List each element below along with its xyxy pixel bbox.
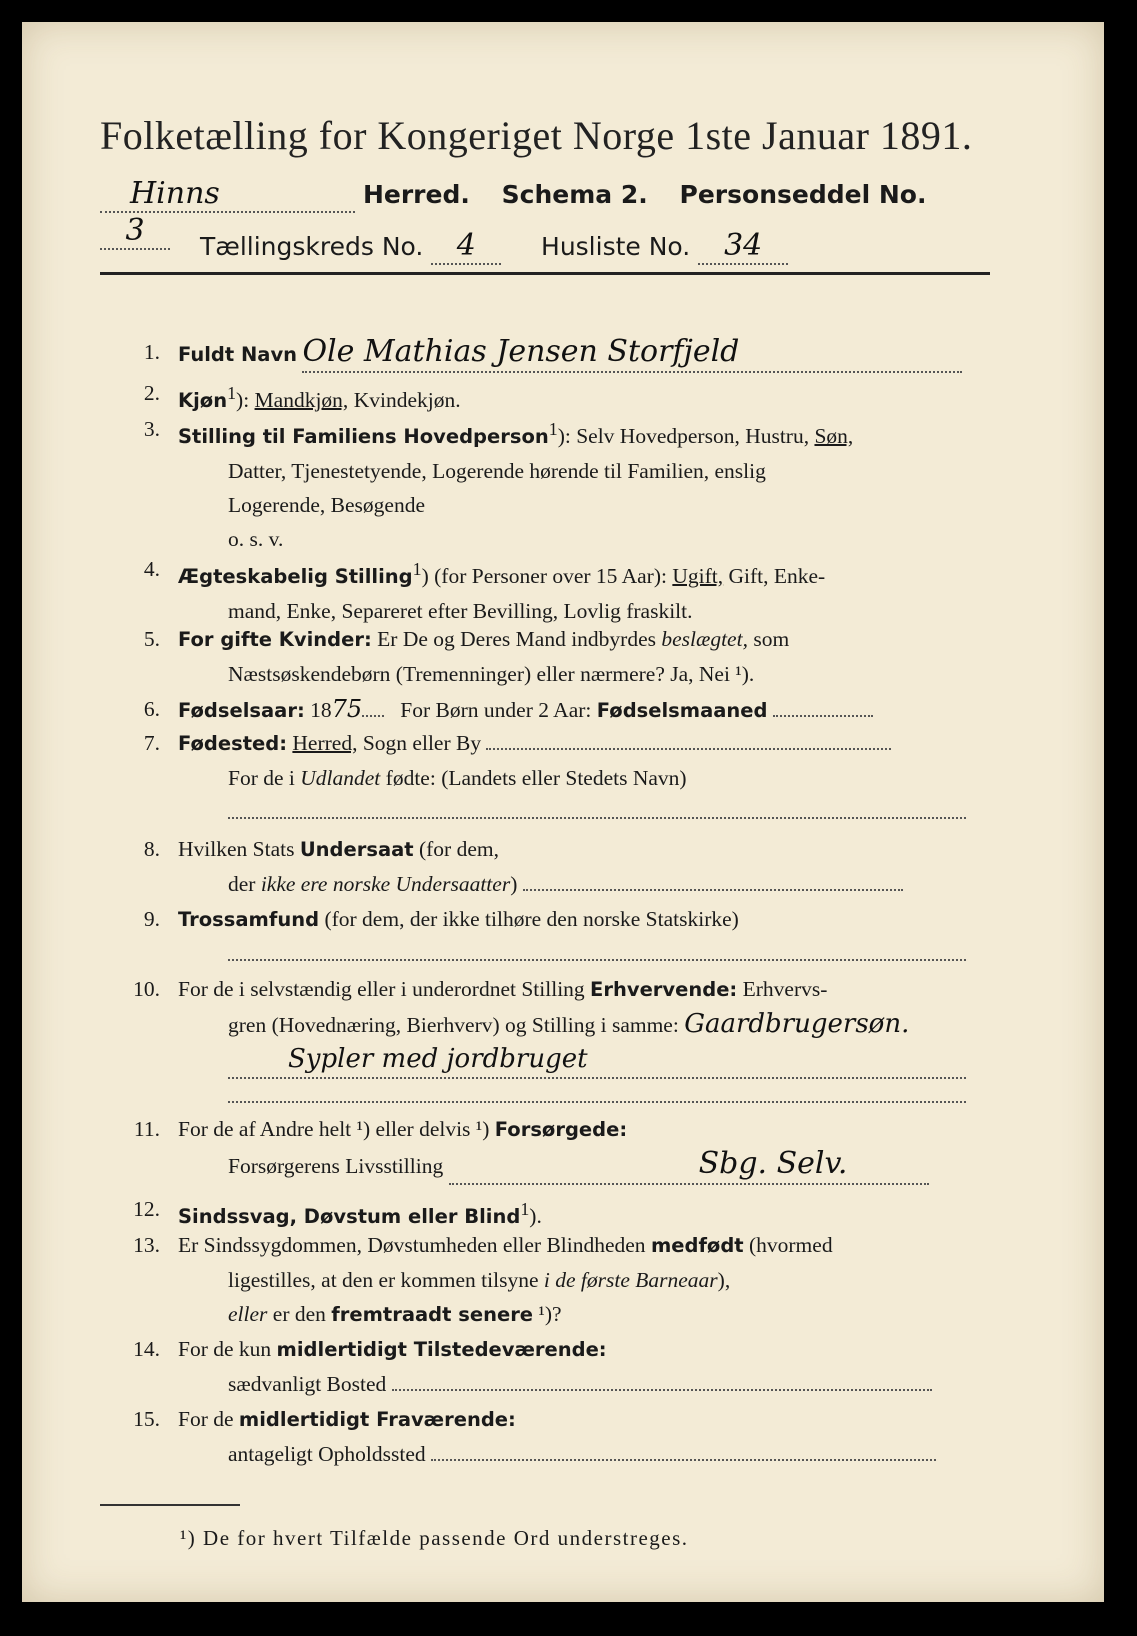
disability-dot: .	[536, 1204, 542, 1229]
unmarried-option: Ugift,	[672, 564, 724, 589]
husliste-value: 34	[724, 228, 763, 263]
subject-text: Hvilken Stats	[178, 837, 295, 861]
husliste-field	[698, 228, 788, 265]
subject-der: der	[228, 872, 256, 896]
under-2-years-note: For Børn under 2 Aar:	[400, 698, 592, 722]
full-name-label: Fuldt Navn	[178, 343, 298, 366]
supporter-line	[178, 1147, 1000, 1185]
kreds-value: 4	[456, 228, 476, 263]
congenital-text-2: (hvormed	[748, 1233, 833, 1257]
kinship-question: Er De og Deres Mand indbyrdes	[377, 627, 656, 651]
congenital-paren: ),	[717, 1268, 731, 1292]
family-position-label: Stilling til Familiens Hovedperson	[178, 425, 549, 449]
item-number: 6.	[143, 697, 160, 721]
footnote-mark: 1	[227, 383, 237, 403]
birth-year-prefix: 18	[310, 698, 332, 722]
item-number: 7.	[143, 731, 160, 755]
stay-label: antageligt Opholdssted	[228, 1442, 426, 1466]
herred-value: Hinns	[130, 176, 220, 211]
occupation-line-3	[178, 1042, 1000, 1079]
subject-field	[523, 889, 903, 891]
footnote-rule	[100, 1504, 240, 1506]
occupation-value-1: Gaardbrugersøn.	[684, 1009, 910, 1039]
congenital-label: medfødt	[650, 1234, 744, 1257]
item-number: 2.	[143, 381, 160, 405]
header-rule	[100, 272, 990, 275]
herred-label: Herred.	[362, 180, 470, 209]
occupation-line-4	[178, 1079, 1000, 1113]
abroad-field	[228, 817, 966, 819]
religion-field-line	[178, 937, 1000, 971]
residence-line	[178, 1367, 1000, 1401]
stay-line	[178, 1437, 1000, 1471]
family-position-etc: o. s. v.	[228, 527, 284, 552]
item-number: 9.	[143, 907, 160, 931]
supported-text: For de af Andre helt ¹) eller delvis ¹)	[178, 1117, 490, 1141]
item-number: 8.	[143, 837, 160, 861]
residence-label: sædvanligt Bosted	[228, 1372, 387, 1396]
item-number: 11.	[133, 1117, 160, 1141]
related-word: beslægtet,	[661, 627, 748, 651]
birthplace-label: Fødested:	[178, 732, 288, 755]
form-title: Folketælling for Kongeriget Norge 1ste Januar 1891.	[100, 113, 973, 158]
occupation-label: Erhvervende:	[590, 978, 738, 1001]
subject-line-2	[178, 867, 1000, 901]
birth-year-label: Fødselsaar:	[178, 699, 305, 722]
religion-label: Trossamfund	[178, 908, 320, 931]
occupation-value-2: Sypler med jordbruget	[288, 1044, 588, 1074]
congenital-text-4: er den	[272, 1302, 326, 1326]
birth-year-dots	[362, 715, 384, 717]
residence-field	[392, 1389, 932, 1391]
herred-field	[100, 176, 355, 213]
occupation-text-3: gren (Hovednæring, Bierhverv) og Stilling i samme:	[228, 1013, 679, 1037]
herred-option: Herred,	[292, 731, 358, 755]
item-number: 14.	[133, 1337, 160, 1361]
footnote-mark: 1	[412, 559, 422, 579]
birth-month-label: Fødselsmaaned	[596, 699, 768, 722]
birth-month-field	[773, 715, 873, 717]
birthplace-options: Sogn eller By	[362, 731, 482, 755]
family-position-options: Selv Hovedperson, Hustru,	[576, 424, 810, 449]
personseddel-field	[100, 213, 170, 250]
subject-text-2: (for dem,	[418, 837, 499, 861]
footnote-mark: 1	[520, 1199, 530, 1219]
abroad-text-2: fødte: (Landets eller Stedets Navn)	[385, 766, 687, 790]
occupation-field-2	[228, 1101, 966, 1103]
supporter-label: Forsørgerens Livsstilling	[228, 1154, 444, 1178]
kreds-field	[431, 228, 501, 265]
occupation-line-2	[178, 1007, 1000, 1042]
husliste-label: Husliste No.	[541, 232, 691, 261]
kreds-line	[200, 228, 980, 265]
occupation-text: For de i selvstændig eller i underordnet Stilling	[178, 977, 585, 1001]
footnote-mark: 1	[548, 419, 558, 439]
kinship-question-2: Næstsøskendebørn (Tremenninger) eller nærmere? Ja, Nei ¹).	[228, 662, 755, 686]
temporary-present-text: For de kun	[178, 1337, 272, 1361]
congenital-italic: i de første Barneaar	[543, 1268, 718, 1292]
birthplace-field	[486, 748, 891, 750]
footnote: ¹) De for hvert Tilfælde passende Ord understreges.	[180, 1526, 689, 1550]
kinship-question-end: som	[753, 627, 790, 651]
full-name-value: Ole Mathias Jensen Storfjeld	[302, 334, 740, 369]
sex-male-option: Mandkjøn,	[254, 388, 349, 413]
item-number: 3.	[143, 417, 160, 441]
subject-paren: )	[510, 872, 518, 896]
supporter-value: Sbg. Selv.	[698, 1146, 848, 1181]
item-number: 5.	[143, 627, 160, 651]
temporary-absent-label: midlertidigt Fraværende:	[238, 1408, 516, 1431]
full-name-field	[302, 335, 962, 373]
birth-year-value: 75	[331, 695, 363, 723]
personseddel-value: 3	[125, 213, 145, 248]
item-number: 12.	[133, 1197, 160, 1221]
stay-field	[431, 1459, 936, 1461]
item-number: 10.	[133, 977, 160, 1001]
son-option: Søn,	[814, 424, 854, 449]
congenital-line-3	[178, 1297, 1000, 1332]
family-position-options-2: Datter, Tjenestetyende, Logerende hørende til Familien, enslig	[228, 459, 766, 484]
schema-label: Schema 2.	[501, 180, 648, 209]
or-word: eller	[228, 1302, 268, 1326]
marital-options: Gift, Enke-	[728, 564, 826, 589]
abroad-field-line	[178, 795, 1000, 829]
congenital-text-3: ligestilles, at den er kommen tilsyne	[228, 1268, 539, 1292]
religion-text: (for dem, der ikke tilhøre den norske Statskirke)	[324, 907, 739, 931]
religion-field	[228, 959, 966, 961]
congenital-line-2	[178, 1263, 1000, 1297]
marital-options-2: mand, Enke, Separeret efter Bevilling, Lovlig fraskilt.	[228, 599, 693, 624]
temporary-absent-text: For de	[178, 1407, 234, 1431]
personseddel-label: Personseddel No.	[679, 180, 927, 209]
supporter-field	[449, 1147, 929, 1185]
supported-label: Forsørgede:	[494, 1118, 628, 1141]
abroad-line	[178, 761, 1000, 795]
temporary-present-label: midlertidigt Tilstedeværende:	[276, 1338, 607, 1361]
item-number: 4.	[143, 557, 160, 581]
item-number: 15.	[133, 1407, 160, 1431]
sex-label: Kjøn	[178, 389, 228, 413]
married-women-label: For gifte Kvinder:	[178, 628, 372, 651]
congenital-text: Er Sindssygdommen, Døvstumheden eller Blindheden	[178, 1233, 646, 1257]
congenital-end: ¹)?	[538, 1302, 562, 1326]
item-number: 13.	[133, 1233, 160, 1257]
kreds-label: Tællingskreds No.	[200, 232, 424, 261]
subject-italic: ikke ere norske Undersaatter	[260, 872, 511, 896]
marital-status-note: (for Personer over 15 Aar):	[434, 564, 667, 589]
sex-female-option: Kvindekjøn.	[353, 388, 461, 413]
subject-label: Undersaat	[299, 838, 414, 861]
family-position-options-3: Logerende, Besøgende	[228, 493, 426, 518]
abroad-text: For de i	[228, 766, 295, 790]
marital-status-label: Ægteskabelig Stilling	[178, 565, 413, 589]
disability-label: Sindssvag, Døvstum eller Blind	[178, 1205, 521, 1229]
later-label: fremtraadt senere	[331, 1303, 534, 1326]
item-number: 1.	[143, 340, 160, 364]
occupation-field	[228, 1042, 966, 1079]
abroad-word: Udlandet	[300, 766, 381, 790]
occupation-text-2: Erhvervs-	[742, 977, 828, 1001]
